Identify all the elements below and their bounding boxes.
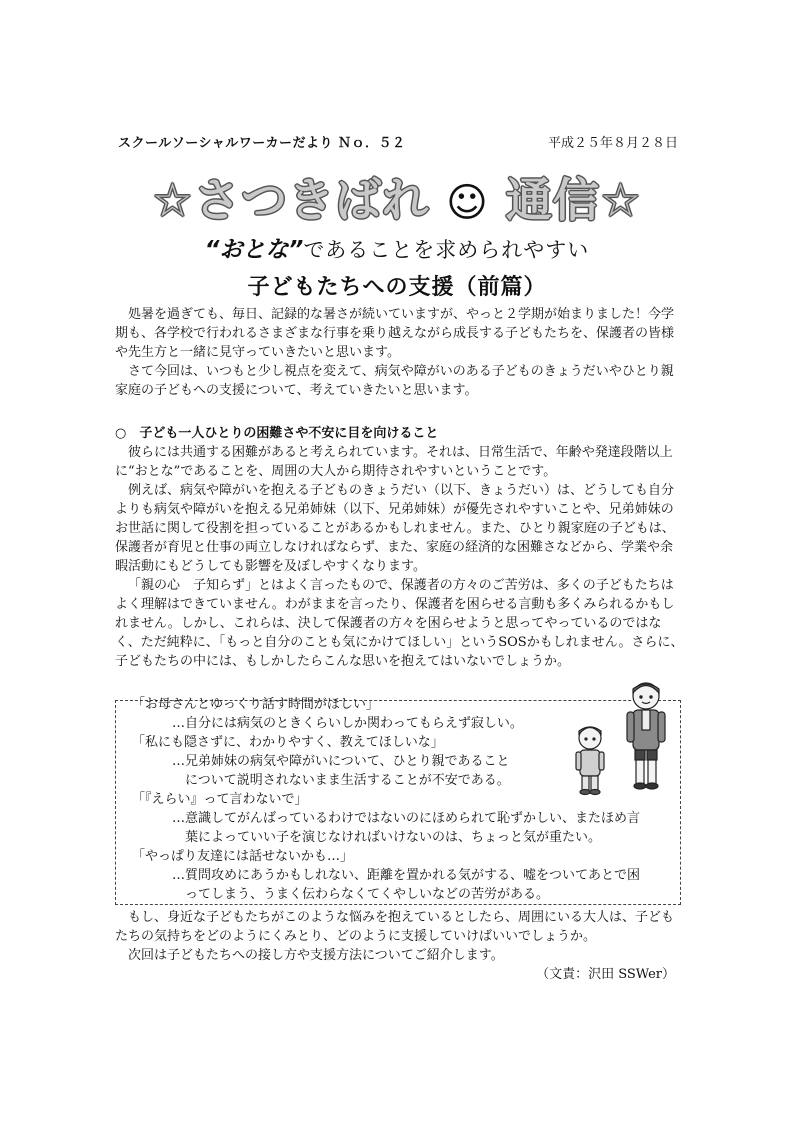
subtitle-emphasis: “おとな” — [204, 237, 304, 263]
section-paragraph: 「親の心 子知らず」とはよく言ったもので、保護者の方々のご苦労は、多くの子どもたちはよく理解はできていません。わがままを言ったり、保護者を困らせる言動も多くみられるかもしれません。しかし、これらは、決して保護者の方々を困らせようと思ってやっているのではなく、ただ純粋に、「もっと自分のことも気にかけてほしい」というSOSかもしれません。さらに、子どもたちの中には、もしかしたらこんな思いを抱えてはいないでしょうか。 — [115, 578, 684, 669]
title-prefix: ☆さつきばれ — [151, 173, 430, 227]
children-illustration — [568, 676, 678, 806]
author-credit: （文責：沢田 SSWer） — [536, 967, 675, 982]
voice-explanation: ってしまう、うまく伝わらなくてくやしいなどの苦労がある。 — [185, 887, 550, 902]
subtitle — [117, 234, 677, 266]
closing-paragraph: もし、身近な子どもたちがこのような悩みを抱えているとしたら、周囲にいる大人は、子どもたちの気持ちをどのようにくみとり、どのように支援していけばいいでしょうか。 — [115, 910, 675, 944]
masthead — [118, 132, 678, 152]
intro-paragraph: さて今回は、いつもと少し視点を変えて、病気や障がいのある子どものきょうだいやひとり親家庭の子どもへの支援について、考えていきたいと思います。 — [115, 364, 674, 398]
subtitle-rest: であることを求められやすい — [303, 238, 590, 262]
child-voice: 「私にも隠さずに、わかりやすく、教えてほしいな」 — [132, 735, 444, 750]
voice-explanation: …質問攻めにあうかもしれない、距離を置かれる気がする、嘘をついてあとで困 — [172, 868, 641, 883]
section-text — [115, 443, 685, 671]
title-suffix: 通信☆ — [505, 173, 643, 227]
voice-explanation: について説明されないまま生活することが不安である。 — [185, 773, 510, 788]
intro-text — [115, 305, 685, 400]
voice-explanation: 葉によっていい子を演じなければいけないのは、ちょっと気が重たい。 — [185, 830, 602, 845]
section-heading: ○ 子ども一人ひとりの困難さや不安に目を向けること — [115, 426, 439, 441]
issue-date: 平成２５年８月２８日 — [547, 136, 678, 151]
closing-paragraph: 次回は子どもたちへの接し方や支援方法についてご紹介します。 — [128, 948, 504, 963]
series-label: スクールソーシャルワーカーだより Ｎｏ．５２ — [118, 136, 406, 151]
section-paragraph: 例えば、病気や障がいを抱える子どものきょうだい（以下、きょうだい）は、どうしても自分よりも病気や障がいを抱える兄弟姉妹（以下、兄弟姉妹）が優先されやすいことや、兄弟姉妹のお世話に関して役割を担っていることがあるかもしれません。また、ひとり親家庭の子どもは、保護者が育児と仕事の両立しなければならず、また、家庭の経済的な困難さなどから、学業や余暇活動にもどうしても影響を及ぼしやすくなります。 — [115, 483, 675, 574]
voice-explanation: …自分には病気のときくらいしか関わってもらえず寂しい。 — [172, 716, 523, 731]
section-paragraph: 彼らには共通する困難があると考えられています。それは、日常生活で、年齢や発達段階以上に“おとな”であることを、周囲の大人から期待されやすいということです。 — [115, 445, 673, 479]
voice-explanation: …意識してがんばっているわけではないのにほめられて恥ずかしい、またほめ言 — [172, 811, 641, 826]
smiley-icon: ☺ — [446, 180, 489, 226]
child-voice: 「やっぱり友達には話せないかも…」 — [132, 849, 354, 864]
child-voice: 「『えらい』って言わないで」 — [132, 792, 308, 807]
closing-text — [115, 908, 685, 965]
article-heading: 子どもたちへの支援（前篇） — [247, 275, 547, 300]
small-child-figure — [576, 727, 604, 795]
older-child-figure — [627, 683, 665, 789]
child-voice: 「お母さんとゆっくり話す時間がほしい」 — [132, 697, 379, 712]
newsletter-title — [117, 165, 677, 235]
intro-paragraph: 処暑を過ぎても、毎日、記録的な暑さが続いていますが、やっと２学期が始まりました！今学期も、各学校で行われるさまざまな行事を乗り越えながら成長する子どもたちを、保護者の皆様や先生方と一緒に見守っていきたいと思います。 — [115, 307, 675, 360]
voice-explanation: …兄弟姉妹の病気や障がいについて、ひとり親であること — [172, 754, 510, 769]
